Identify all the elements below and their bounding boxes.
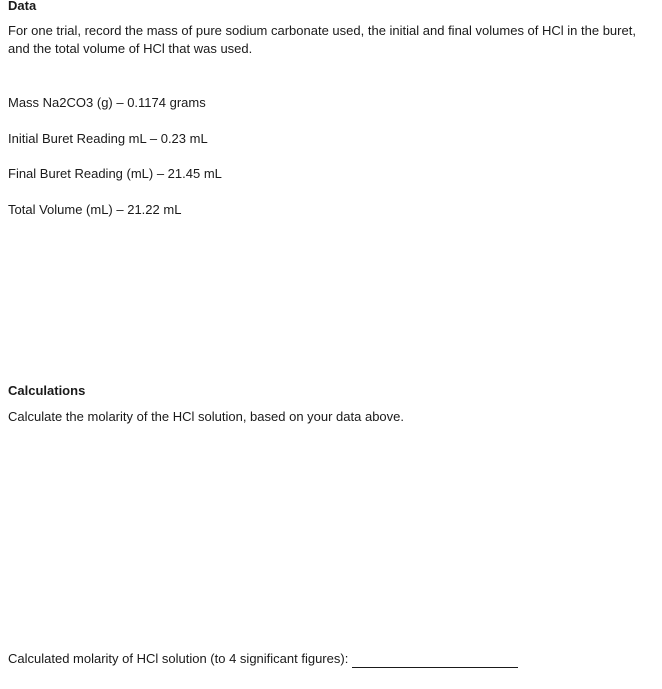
answer-row bbox=[8, 650, 518, 668]
answer-blank-line[interactable] bbox=[352, 653, 518, 668]
calculations-heading: Calculations bbox=[8, 383, 86, 398]
data-instructions: For one trial, record the mass of pure sodium carbonate used, the initial and final volumes of HCl in the buret, and the total volume of HCl that was used. bbox=[8, 23, 636, 56]
measurement-total-volume: Total Volume (mL) – 21.22 mL bbox=[8, 202, 182, 217]
answer-prompt: Calculated molarity of HCl solution (to 4 significant figures): bbox=[8, 651, 349, 666]
measurement-final-reading: Final Buret Reading (mL) – 21.45 mL bbox=[8, 166, 222, 181]
data-heading: Data bbox=[8, 0, 37, 13]
measurement-initial-reading: Initial Buret Reading mL – 0.23 mL bbox=[8, 131, 208, 146]
calculations-instructions: Calculate the molarity of the HCl solution, based on your data above. bbox=[8, 409, 405, 424]
measurement-mass: Mass Na2CO3 (g) – 0.1174 grams bbox=[8, 95, 206, 110]
